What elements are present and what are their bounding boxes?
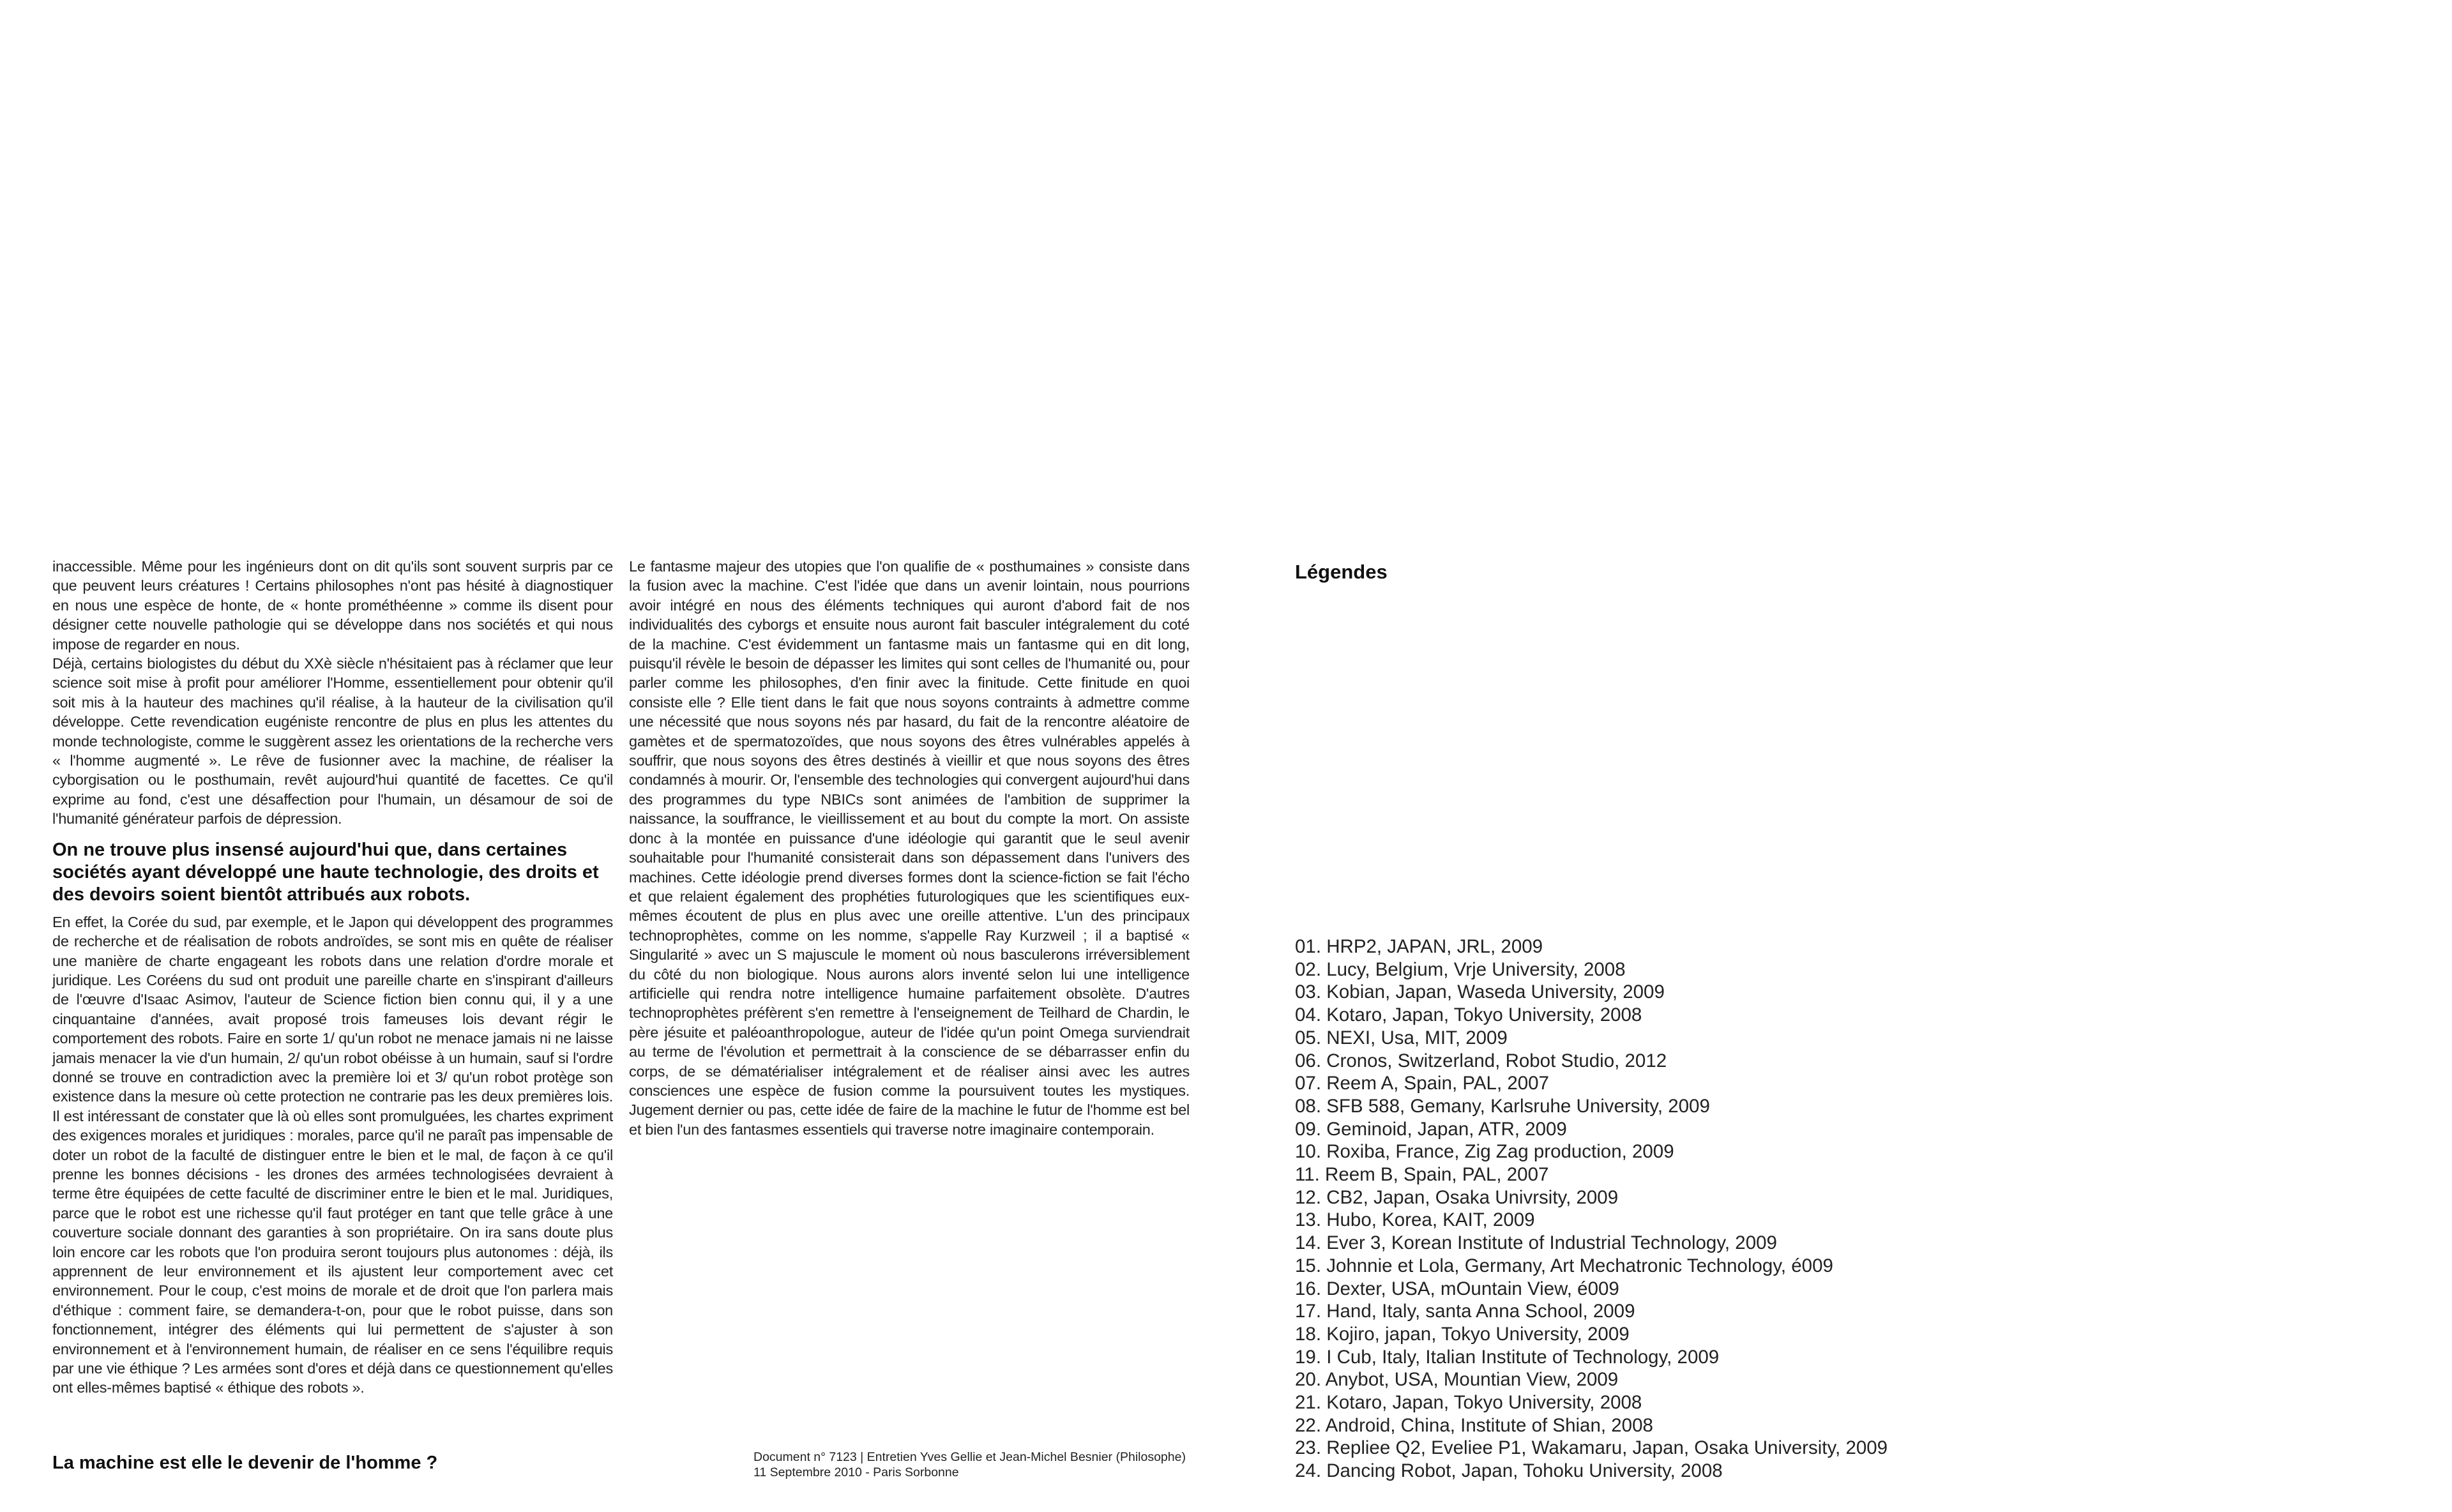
legend-item: 11. Reem B, Spain, PAL, 2007	[1295, 1164, 1549, 1186]
legend-item: 17. Hand, Italy, santa Anna School, 2009	[1295, 1301, 1635, 1322]
legend-item: 01. HRP2, JAPAN, JRL, 2009	[1295, 936, 1543, 957]
legend-item: 21. Kotaro, Japan, Tokyo University, 2008	[1295, 1392, 1642, 1414]
legend-item: 07. Reem A, Spain, PAL, 2007	[1295, 1073, 1549, 1094]
legend-item: 16. Dexter, USA, mOuntain View, é009	[1295, 1278, 1619, 1299]
legend-item: 24. Dancing Robot, Japan, Tohoku University, 2008	[1295, 1460, 1723, 1482]
legend-item: 09. Geminoid, Japan, ATR, 2009	[1295, 1118, 1567, 1140]
left-heading-machine-future: La machine est elle le devenir de l'homme ?	[52, 1453, 438, 1473]
legend-item: 12. CB2, Japan, Osaka Univrsity, 2009	[1295, 1186, 1619, 1208]
legend-item: 06. Cronos, Switzerland, Robot Studio, 2012	[1295, 1050, 1667, 1071]
legend-item: 10. Roxiba, France, Zig Zag production, 2009	[1295, 1141, 1674, 1163]
legend-item: 02. Lucy, Belgium, Vrje University, 2008	[1295, 958, 1626, 980]
right-column	[1295, 557, 1934, 584]
document-reference	[753, 1449, 1186, 1480]
document-reference-line-1: Document n° 7123 | Entretien Yves Gellie et Jean-Michel Besnier (Philosophe)	[753, 1450, 1186, 1464]
legend-item: 14. Ever 3, Korean Institute of Industrial Technology, 2009	[1295, 1232, 1777, 1254]
legends-title: Légendes	[1295, 561, 1388, 583]
legend-item: 03. Kobian, Japan, Waseda University, 2009	[1295, 981, 1665, 1003]
legend-item: 08. SFB 588, Gemany, Karlsruhe University, 2009	[1295, 1095, 1710, 1117]
legend-item: 04. Kotaro, Japan, Tokyo University, 2008	[1295, 1004, 1642, 1026]
legend-item: 19. I Cub, Italy, Italian Institute of Technology, 2009	[1295, 1346, 1720, 1368]
legend-item: 18. Kojiro, japan, Tokyo University, 2009	[1295, 1323, 1630, 1345]
legend-item: 13. Hubo, Korea, KAIT, 2009	[1295, 1209, 1535, 1231]
document-reference-line-2: 11 Septembre 2010 - Paris Sorbonne	[753, 1465, 959, 1479]
left-paragraph-2: Déjà, certains biologistes du début du XXè siècle n'hésitaient pas à réclamer que leur science soit mise à profit pour améliorer l'Homme, essentiellement pour obtenir qu'il soit mis à la hauteur des machines qu'il réalise, à la hauteur de la civilisation qu'il développe. Cette revendication eugéniste rencontre de plus en plus les attentes du monde technologiste, comme le suggèrent assez les orientations de la recherche vers « l'homme augmenté ». Le rêve de fusionner avec la machine, de réaliser la cyborgisation ou le posthumain, revêt aujourd'hui quantité de facettes. Ce qu'il exprime au fond, c'est une désaffection pour l'humain, un désamour de soi de l'humanité générateur parfois de dépression.	[52, 655, 613, 828]
left-paragraph-1: inaccessible. Même pour les ingénieurs dont on dit qu'ils sont souvent surpris par ce que peuvent leurs créatures ! Certains philosophes n'ont pas hésité à diagnostiquer en nous une espèce de honte, de « honte prométhéenne » comme ils disent pour désigner cette nouvelle pathologie qui se développe dans nos sociétés et qui nous impose de regarder en nous.	[52, 558, 613, 653]
legend-item: 23. Repliee Q2, Eveliee P1, Wakamaru, Japan, Osaka University, 2009	[1295, 1437, 1888, 1459]
legend-item: 20. Anybot, USA, Mountian View, 2009	[1295, 1369, 1619, 1391]
middle-column	[629, 557, 1190, 1139]
middle-paragraph-1: Le fantasme majeur des utopies que l'on qualifie de « posthumaines » consiste dans la fusion avec la machine. C'est l'idée que dans un avenir lointain, nous pourrions avoir intégré en nous des éléments techniques qui auront d'abord fait de nos individualités des cyborgs et ensuite nous auront fait basculer intégralement du coté de la machine. C'est évidemment un fantasme mais un fantasme qui en dit long, puisqu'il révèle le besoin de dépasser les limites qui sont celles de l'humanité ou, pour parler comme les philosophes, d'en finir avec la finitude. Cette finitude en quoi consiste elle ? Elle tient dans le fait que nous soyons contraints à admettre comme une nécessité que nous soyons nés par hasard, du fait de la rencontre aléatoire de gamètes et de spermatozoïdes, que nous soyons des êtres vulnérables appelés à souffrir, que nous soyons des êtres destinés à vieillir et que nous soyons des êtres condamnés à mourir. Or, l'ensemble des technologies qui convergent aujourd'hui dans des programmes du type NBICs sont animées de l'ambition de supprimer la naissance, la souffrance, le vieillissement et au bout du compte la mort. On assiste donc à la montée en puissance d'une idéologie qui garantit que le seul avenir souhaitable pour l'humanité consisterait dans son dépassement dans l'univers des machines. Cette idéologie prend diverses formes dont la science-fiction se fait l'écho et que relaient également des prophéties futurologiques que les scientifiques eux-mêmes écoutent de plus en plus avec une oreille attentive. L'un des principaux technoprophètes, comme on les nomme, s'appelle Ray Kurzweil ; il a baptisé « Singularité » avec un S majuscule le moment où nous basculerons irréversiblement du côté du non biologique. Nous aurons alors inventé selon lui une intelligence artificielle qui rendra notre intelligence humaine parfaitement obsolète. D'autres technoprophètes préfèrent s'en remettre à l'enseignement de Teilhard de Chardin, le père jésuite et paléoanthropologue, auteur de l'idée qu'un point Omega surviendrait au terme de l'évolution et permettrait à la conscience de se débarrasser enfin du corps, de se dématérialiser intégralement et de réaliser ainsi avec les autres consciences une espèce de fusion comme la poursuivent toutes les mystiques. Jugement dernier ou pas, cette idée de faire de la machine le futur de l'homme est bel et bien l'un des fantasmes essentiels qui traverse notre imaginaire contemporain.	[629, 558, 1190, 1138]
legends-list	[1295, 935, 1888, 1483]
legend-item: 15. Johnnie et Lola, Germany, Art Mechatronic Technology, é009	[1295, 1255, 1833, 1276]
left-heading-robots-rights: On ne trouve plus insensé aujourd'hui que, dans certaines sociétés ayant développé une haute technologie, des droits et des devoirs soient bientôt attribués aux robots.	[52, 839, 599, 905]
legend-item: 05. NEXI, Usa, MIT, 2009	[1295, 1027, 1508, 1048]
legend-item: 22. Android, China, Institute of Shian, 2008	[1295, 1414, 1653, 1436]
left-column	[52, 557, 613, 1398]
left-paragraph-3: En effet, la Corée du sud, par exemple, et le Japon qui développent des programmes de recherche et de réalisation de robots androïdes, se sont mis en quête de réaliser une manière de charte engageant les robots dans une relation d'ordre morale et juridique. Les Coréens du sud ont produit une pareille charte en s'inspirant d'ailleurs de l'œuvre d'Isaac Asimov, l'auteur de Science fiction bien connu qui, il y a une cinquantaine d'années, avait proposé trois fameuses lois devant régir le comportement des robots. Faire en sorte 1/ qu'un robot ne menace jamais ni ne laisse jamais menacer la vie d'un humain, 2/ qu'un robot obéisse à un humain, sauf si l'ordre donné se trouve en contradiction avec la première loi et 3/ qu'un robot protège son existence dans la mesure où cette protection ne contrarie pas les deux premières lois. Il est intéressant de constater que là où elles sont promulguées, les chartes expriment des exigences morales et juridiques : morales, parce qu'il ne paraît pas impensable de doter un robot de la faculté de distinguer entre le bien et le mal, de façon à ce qu'il prenne les bonnes décisions - les drones des armées technologisées devraient à terme être équipées de cette faculté de discriminer entre le bien et le mal. Juridiques, parce que le robot est une richesse qu'il faut protéger en tant que telle grâce à une couverture sociale donnant des garanties à son propriétaire. On ira sans doute plus loin encore car les robots que l'on produira seront toujours plus autonomes : déjà, ils apprennent de leur environnement et ils ajustent leur comportement avec cet environnement. Pour le coup, c'est moins de morale et de droit que l'on parlera mais d'éthique : comment faire, se demandera-t-on, pour que le robot puisse, dans son fonctionnement, intégrer des éléments qui lui permettent de s'ajuster à son environnement et à l'environnement humain, de réaliser en ce sens l'équilibre requis par une vie éthique ? Les armées sont d'ores et déjà dans ce questionnement qu'elles ont elles-mêmes baptisé « éthique des robots ».	[52, 913, 613, 1396]
